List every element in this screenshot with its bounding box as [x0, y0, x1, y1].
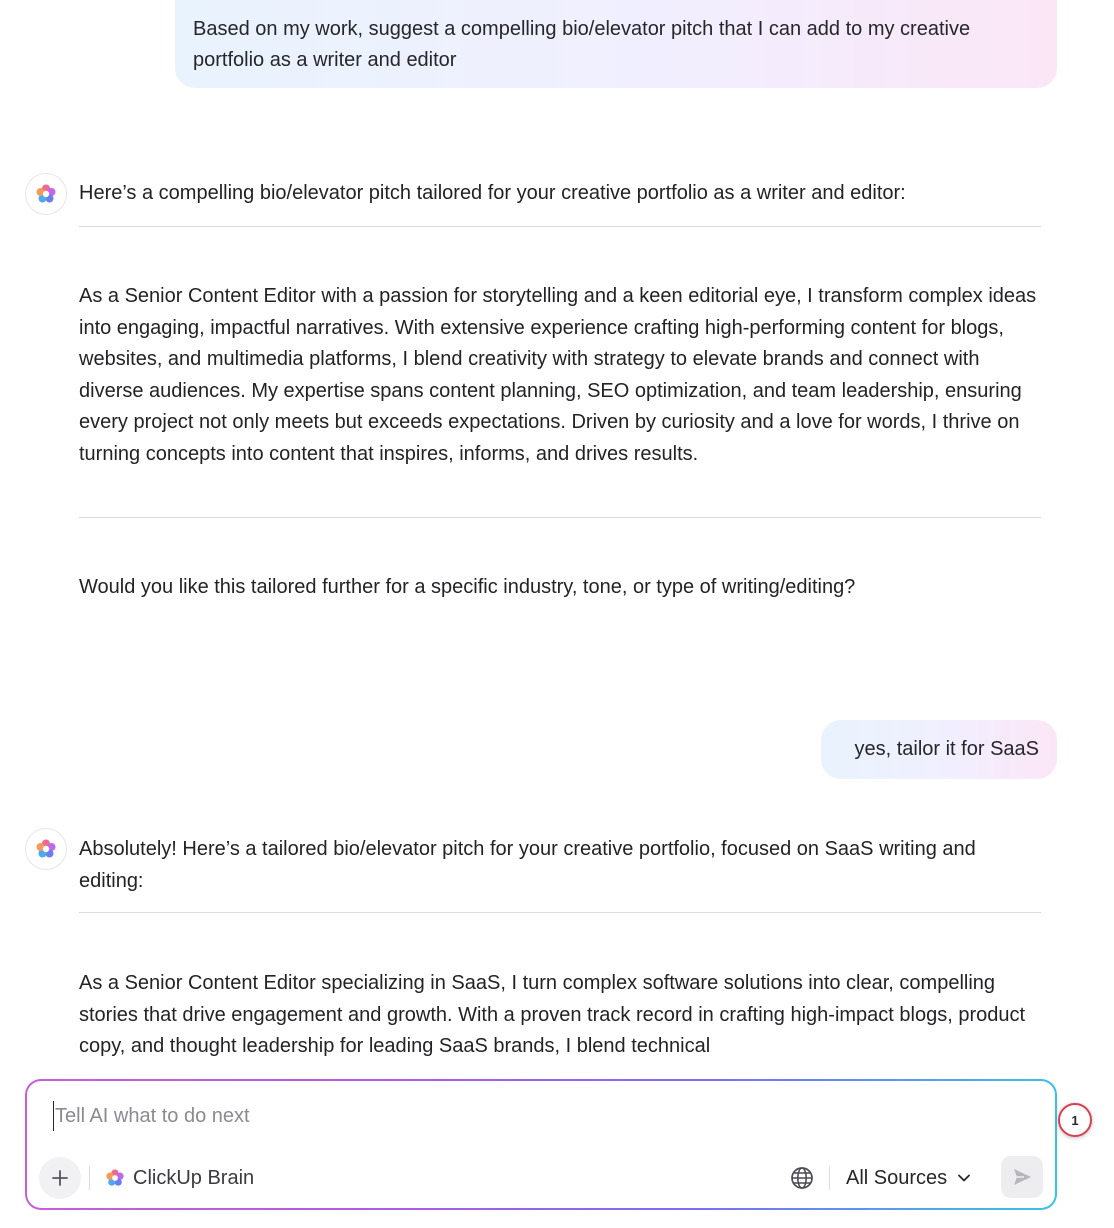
composer-body — [27, 1081, 1055, 1208]
globe-icon[interactable] — [789, 1165, 815, 1191]
divider — [79, 226, 1041, 227]
sources-dropdown[interactable] — [846, 1163, 971, 1193]
add-button[interactable] — [39, 1157, 81, 1199]
model-selector[interactable] — [105, 1163, 254, 1193]
plus-icon — [51, 1169, 69, 1187]
user-message — [821, 720, 1057, 779]
ai-reply-intro: Absolutely! Here’s a tailored bio/elevator pitch for your creative portfolio, focused on SaaS writing and editing: — [79, 838, 976, 892]
ai-reply-followup: Would you like this tailored further for a specific industry, tone, or type of writing/editing? — [79, 576, 856, 598]
clickup-brain-icon — [35, 838, 57, 860]
send-icon — [1011, 1166, 1033, 1188]
separator — [89, 1166, 90, 1190]
ai-avatar — [25, 828, 67, 870]
divider — [79, 912, 1041, 913]
sources-label: All Sources — [846, 1166, 948, 1189]
clickup-brain-icon — [105, 1168, 125, 1188]
user-message-text: yes, tailor it for SaaS — [854, 738, 1039, 760]
user-message — [175, 0, 1057, 88]
ai-reply-intro: Here’s a compelling bio/elevator pitch tailored for your creative portfolio as a writer and editor: — [79, 182, 906, 204]
separator — [829, 1166, 830, 1190]
ai-reply-pitch: As a Senior Content Editor with a passion for storytelling and a keen editorial eye, I transform complex ideas into engaging, impactful narratives. With extensive experience crafting high-performing content for blogs, websites, and multimedia platforms, I blend creativity with strategy to elevate brands and connect with diverse audiences. My expertise spans content planning, SEO optimization, and team leadership, ensuring every project not only meets but exceeds expectations. Driven by curiosity and a love for words, I thrive on turning concepts into content that inspires, informs, and drives results. — [79, 285, 1037, 465]
model-label: ClickUp Brain — [133, 1166, 255, 1189]
chevron-down-icon — [957, 1173, 971, 1183]
divider — [79, 517, 1041, 518]
ai-reply-pitch: As a Senior Content Editor specializing in SaaS, I turn complex software solutions into clear, compelling stories that drive engagement and growth. With a proven track record in crafting high-impact blogs, product copy, and thought leadership for leading SaaS brands, I blend technical — [79, 972, 1026, 1057]
notification-badge[interactable] — [1058, 1103, 1092, 1137]
clickup-brain-icon — [35, 183, 57, 205]
notification-count: 1 — [1071, 1112, 1079, 1128]
ai-avatar — [25, 173, 67, 215]
prompt-input[interactable] — [53, 1101, 753, 1131]
send-button[interactable] — [1001, 1156, 1043, 1198]
ai-composer — [25, 1079, 1057, 1210]
user-message-text: Based on my work, suggest a compelling bio/elevator pitch that I can add to my creative portfolio as a writer and editor — [193, 18, 971, 71]
